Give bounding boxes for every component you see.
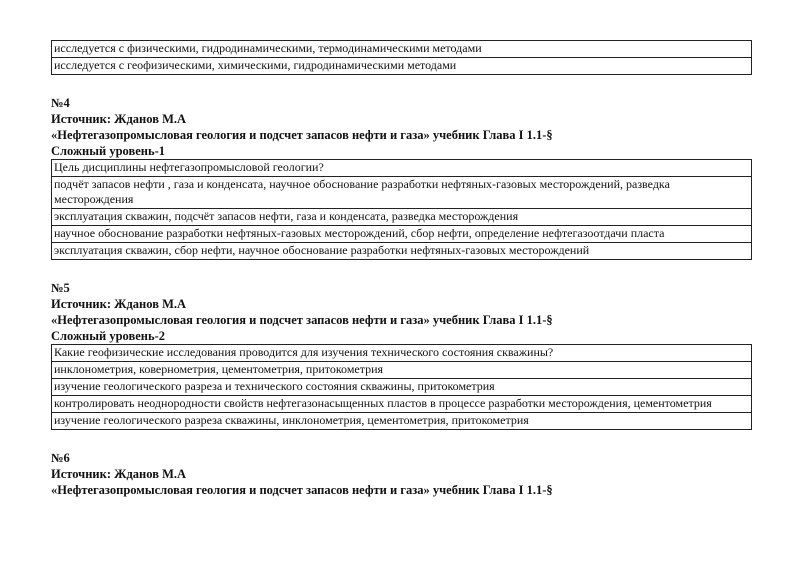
question-level: Сложный уровень-1 bbox=[51, 144, 165, 158]
answer-cell: исследуется с геофизическими, химическими, гидродинамическими методами bbox=[52, 58, 752, 75]
answer-cell: эксплуатация скважин, подсчёт запасов нефти, газа и конденсата, разведка месторождения bbox=[52, 209, 752, 226]
answer-cell: инклонометрия, ковернометрия, цементометрия, притокометрия bbox=[52, 362, 752, 379]
answer-cell: изучение геологического разреза скважины, инклонометрия, цементометрия, притокометрия bbox=[52, 413, 752, 430]
answer-cell: эксплуатация скважин, сбор нефти, научное обоснование разработки нефтяных-газовых месторождений bbox=[52, 243, 752, 260]
question-book: «Нефтегазопромысловая геология и подсчет запасов нефти и газа» учебник Глава I 1.1-§ bbox=[51, 128, 553, 142]
table-row bbox=[52, 379, 752, 396]
table-row bbox=[52, 413, 752, 430]
question-cell: Какие геофизические исследования проводится для изучения технического состояния скважины? bbox=[52, 345, 752, 362]
answer-cell: изучение геологического разреза и технического состояния скважины, притокометрия bbox=[52, 379, 752, 396]
answer-cell: научное обоснование разработки нефтяных-газовых месторождений, сбор нефти, определение нефтегазоотдачи пласта bbox=[52, 226, 752, 243]
question-table bbox=[51, 344, 752, 430]
table-row bbox=[52, 209, 752, 226]
table-row bbox=[52, 396, 752, 413]
question-level: Сложный уровень-2 bbox=[51, 329, 165, 343]
question-source: Источник: Жданов М.А bbox=[51, 467, 187, 481]
answer-cell: контролировать неоднородности свойств нефтегазонасыщенных пластов в процессе разработки месторождения, цементометрия bbox=[52, 396, 752, 413]
table-row bbox=[52, 177, 752, 209]
question-block-4 bbox=[51, 95, 752, 260]
question-book: «Нефтегазопромысловая геология и подсчет запасов нефти и газа» учебник Глава I 1.1-§ bbox=[51, 483, 553, 497]
table-row bbox=[52, 58, 752, 75]
question-table bbox=[51, 159, 752, 260]
table-row bbox=[52, 41, 752, 58]
table-row bbox=[52, 345, 752, 362]
question-source: Источник: Жданов М.А bbox=[51, 112, 187, 126]
table-row bbox=[52, 160, 752, 177]
question-number: №5 bbox=[51, 281, 70, 295]
table-row bbox=[52, 362, 752, 379]
question-number: №6 bbox=[51, 451, 70, 465]
table-row bbox=[52, 243, 752, 260]
question-block-5 bbox=[51, 280, 752, 430]
answer-table-top bbox=[51, 40, 752, 75]
table-row bbox=[52, 226, 752, 243]
question-book: «Нефтегазопромысловая геология и подсчет запасов нефти и газа» учебник Глава I 1.1-§ bbox=[51, 313, 553, 327]
question-number: №4 bbox=[51, 96, 70, 110]
question-source: Источник: Жданов М.А bbox=[51, 297, 187, 311]
answer-cell: исследуется с физическими, гидродинамическими, термодинамическими методами bbox=[52, 41, 752, 58]
answer-cell: подчёт запасов нефти , газа и конденсата, научное обоснование разработки нефтяных-газовых месторождений, разведка месторождения bbox=[52, 177, 752, 209]
document-page bbox=[51, 40, 752, 498]
question-block-6 bbox=[51, 450, 752, 498]
question-cell: Цель дисциплины нефтегазопромысловой геологии? bbox=[52, 160, 752, 177]
